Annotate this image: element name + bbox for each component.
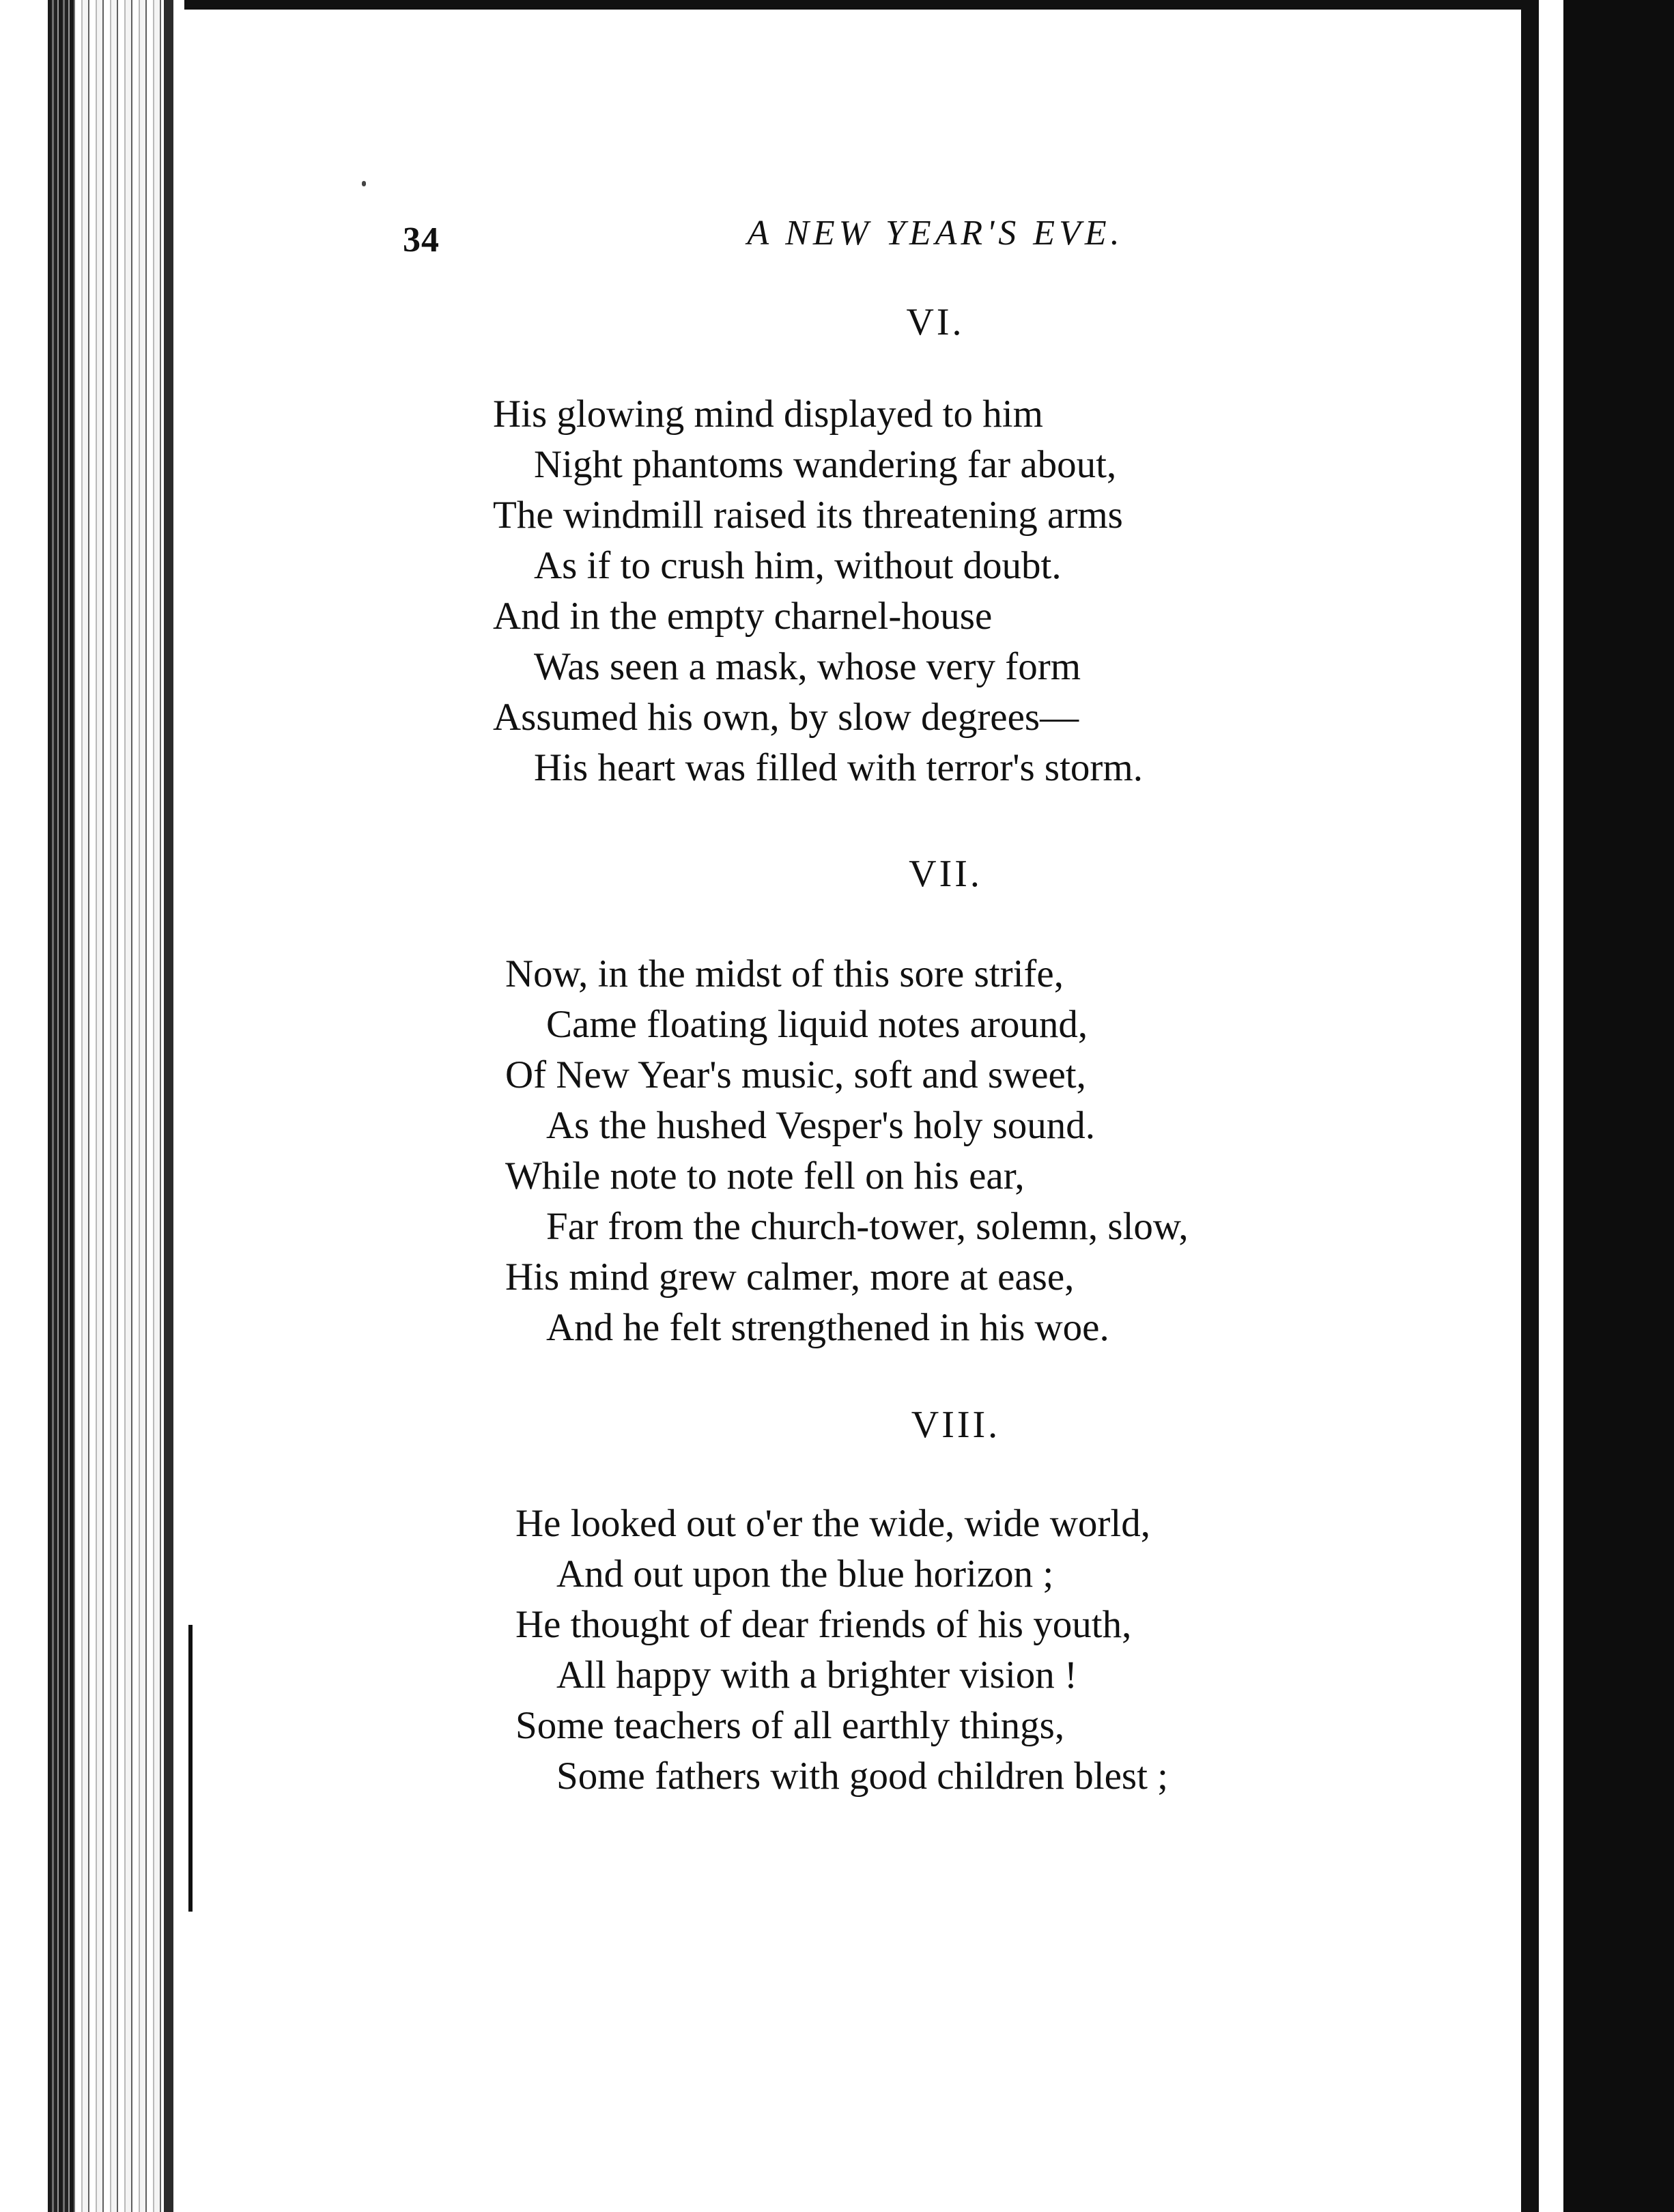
poem-line: His glowing mind displayed to him bbox=[493, 393, 1043, 436]
poem-line: Now, in the midst of this sore strife, bbox=[505, 952, 1064, 995]
poem-line: Some fathers with good children blest ; bbox=[556, 1755, 1168, 1798]
poem-line: His heart was filled with terror's storm. bbox=[534, 746, 1143, 789]
poem-line: He thought of dear friends of his youth, bbox=[515, 1603, 1132, 1646]
stanza-numeral-vi: VI. bbox=[906, 301, 965, 343]
gutter-line bbox=[188, 1625, 193, 1912]
poem-line: Was seen a mask, whose very form bbox=[534, 645, 1081, 688]
book-left-edge bbox=[0, 0, 184, 2212]
stanza-numeral-vii: VII. bbox=[909, 853, 982, 895]
poem-line: And in the empty charnel-house bbox=[493, 595, 993, 638]
poem-line: He looked out o'er the wide, wide world, bbox=[515, 1502, 1150, 1545]
poem-line: Came floating liquid notes around, bbox=[546, 1003, 1088, 1046]
running-head: A NEW YEAR'S EVE. bbox=[747, 214, 1124, 253]
page-edges-band bbox=[75, 0, 164, 2212]
stanza-viii bbox=[515, 1499, 1168, 1802]
poem-line: And he felt strengthened in his woe. bbox=[546, 1306, 1109, 1349]
page-speck bbox=[362, 181, 366, 186]
scan-right-background bbox=[1563, 0, 1674, 2212]
poem-line: His mind grew calmer, more at ease, bbox=[505, 1256, 1075, 1299]
poem-line: While note to note fell on his ear, bbox=[505, 1154, 1025, 1197]
poem-line: Far from the church-tower, solemn, slow, bbox=[546, 1205, 1189, 1248]
poem-line: As if to crush him, without doubt. bbox=[534, 544, 1062, 587]
poem-line: And out upon the blue horizon ; bbox=[556, 1552, 1054, 1596]
right-page-border bbox=[1521, 0, 1539, 2212]
stanza-numeral-viii: VIII. bbox=[911, 1404, 1001, 1446]
poem-line: Assumed his own, by slow degrees— bbox=[493, 696, 1079, 739]
stanza-vii bbox=[505, 949, 1189, 1353]
page-number: 34 bbox=[403, 221, 440, 259]
poem-line: The windmill raised its threatening arms bbox=[493, 494, 1123, 537]
stanza-vi bbox=[493, 389, 1143, 793]
poem-line: As the hushed Vesper's holy sound. bbox=[546, 1104, 1096, 1147]
binding-dark-band bbox=[48, 0, 75, 2212]
poem-line: Night phantoms wandering far about, bbox=[534, 443, 1117, 486]
gutter-shadow bbox=[164, 0, 173, 2212]
right-margin-gap bbox=[1539, 0, 1563, 2212]
poem-line: Of New Year's music, soft and sweet, bbox=[505, 1053, 1086, 1096]
page-top-edge bbox=[0, 0, 1674, 10]
poem-line: Some teachers of all earthly things, bbox=[515, 1704, 1065, 1747]
poem-line: All happy with a brighter vision ! bbox=[556, 1654, 1078, 1697]
